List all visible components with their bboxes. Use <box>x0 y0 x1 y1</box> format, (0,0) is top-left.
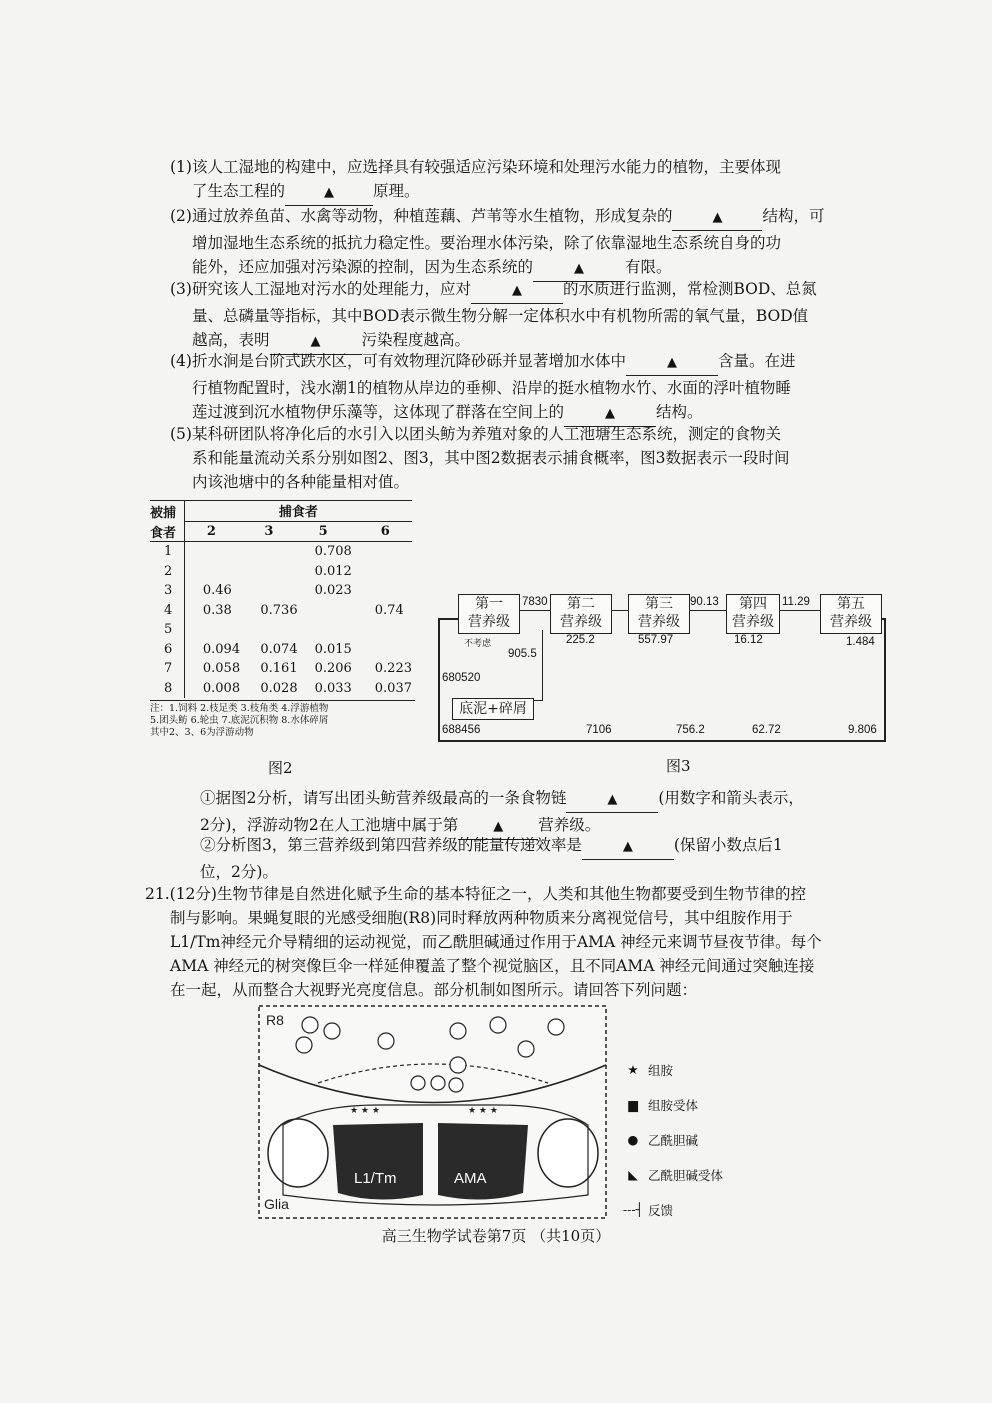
bottom-value: 756.2 <box>676 724 705 736</box>
table-cell: 0.058 <box>202 661 241 677</box>
table-cell: 0.736 <box>260 602 298 618</box>
table-note: 注：1.饲料 2.枝足类 3.枝角类 4.浮游植物 5.团头鲂 6.轮虫 7.底泥沉积物 8.水体碎屑 其中2、3、6为浮游动物 <box>150 700 415 739</box>
ama-label: AMA <box>454 1170 487 1187</box>
table-cell <box>252 542 308 562</box>
table-row <box>150 620 412 640</box>
trophic-level-4-box: 第四 营养级 <box>726 594 780 634</box>
table-row <box>150 679 412 699</box>
figure-2-caption: 图2 <box>268 759 293 777</box>
respiration-value: 557.97 <box>638 634 674 646</box>
legend-item: ▆ 组胺受体 <box>618 1087 723 1122</box>
trophic-level-3-box: 第三 营养级 <box>628 594 690 634</box>
star-icon: ★ <box>627 1062 639 1077</box>
flow-value: 7830 <box>522 596 548 608</box>
bottom-value: 9.806 <box>848 724 877 736</box>
answer-blank[interactable]: ▲ <box>626 349 718 376</box>
r8-schematic <box>258 1005 608 1220</box>
table-cell: 0.206 <box>314 661 352 677</box>
respiration-value: 225.2 <box>566 634 595 646</box>
answer-blank[interactable]: ▲ <box>458 813 538 840</box>
question-5: (5)某科研团队将净化后的水引入以团头鲂为养殖对象的人工池塘生态系统，测定的食物关 系和能量流动关系分别如图2、图3，其中图2数据表示捕食概率，图3数据表示一段时间 内该池塘中的各种能量相对值。 <box>170 425 790 491</box>
answer-blank[interactable]: ▲ <box>564 400 656 427</box>
respiration-value: 1.484 <box>846 636 875 648</box>
answer-blank[interactable]: ▲ <box>533 255 625 282</box>
table-row <box>150 562 412 582</box>
table-cell <box>252 620 308 640</box>
prey-id: 2 <box>150 562 184 582</box>
legend-item: ◣ 乙酰胆碱受体 <box>618 1157 723 1192</box>
receptor-icon: ▆ <box>628 1097 638 1112</box>
question-1: (1)该人工湿地的构建中，应选择具有较强适应污染环境和处理污水能力的植物，主要体现 了生态工程的 ▲ 原理。 <box>170 155 915 206</box>
table-cell: 0.037 <box>374 680 412 696</box>
receptor2-icon: ◣ <box>628 1167 638 1182</box>
figure-2-predation-table: 被捕 捕食者 食者 2 3 5 6 1 0.708 2 0.012 3 0.46 0.023 4 0.38 0.736 0.74 5 6 0.094 0.074 0.015 7 0.058 0.161 0.206 0.223 8 0.008 0.028 0.033 0.037 注：1.饲料 2.枝足类 3.枝角类 4.浮游植物 5.团头鲂 6.轮虫 7.底泥沉积物 8.水体碎屑 其中2、3、6为浮游动物 <box>150 500 415 739</box>
prey-id: 5 <box>150 620 184 640</box>
flow-value: 11.29 <box>782 596 810 608</box>
trophic-level-2-box: 第二 营养级 <box>550 594 612 634</box>
prey-header: 被捕 <box>150 501 184 522</box>
sub-question-1: ①据图2分析，请写出团头鲂营养级最高的一条食物链 ▲ (用数字和箭头表示， 2分)，浮游动物2在人工池塘中属于第 ▲ 营养级。 <box>200 786 915 840</box>
table-cell: 0.74 <box>374 602 404 618</box>
col-header: 2 <box>206 523 216 539</box>
legend-item: ★ 组胺 <box>618 1052 723 1087</box>
figure-3-caption: 图3 <box>666 757 691 775</box>
table-cell: 0.223 <box>374 661 412 677</box>
trophic-level-5-box: 第五 营养级 <box>820 594 882 634</box>
sub-question-2: ②分析图3，第三营养级到第四营养级的能量传递效率是 ▲ (保留小数点后1 位，2分)。 <box>200 833 915 884</box>
answer-blank[interactable]: ▲ <box>672 204 762 231</box>
table-row <box>150 640 412 660</box>
table-cell: 0.012 <box>314 563 352 579</box>
r8-label: R8 <box>266 1012 284 1028</box>
prey-id: 7 <box>150 659 184 679</box>
table-cell <box>309 620 363 640</box>
table-row <box>150 542 412 562</box>
not-considered-label: 不考虑 <box>464 638 492 648</box>
legend-item: ---┤ 反馈 <box>618 1192 723 1227</box>
table-cell: 0.38 <box>202 602 232 618</box>
table-cell: 0.033 <box>314 680 352 696</box>
table-cell <box>363 581 412 601</box>
feedback-icon: ---┤ <box>622 1202 644 1217</box>
bottom-value: 688456 <box>442 724 481 736</box>
trophic-level-1-box: 第一 营养级 <box>458 594 520 634</box>
table-cell: 0.708 <box>314 544 352 560</box>
answer-blank[interactable]: ▲ <box>270 328 362 355</box>
figure-legend <box>618 1052 723 1227</box>
dot-icon: ● <box>627 1132 639 1147</box>
table-cell: 0.028 <box>260 680 298 696</box>
l1tm-label: L1/Tm <box>354 1170 397 1187</box>
table-cell <box>252 562 308 582</box>
answer-blank[interactable]: ▲ <box>566 786 658 813</box>
table-cell <box>363 542 412 562</box>
table-row <box>150 601 412 621</box>
table-row <box>150 659 412 679</box>
prey-id: 4 <box>150 601 184 621</box>
svg-text:★ ★ ★: ★ ★ ★ <box>350 1106 380 1116</box>
table-cell <box>363 562 412 582</box>
table-cell <box>184 542 252 562</box>
answer-blank[interactable]: ▲ <box>471 277 563 304</box>
predator-header: 捕食者 <box>184 501 412 522</box>
prey-id: 6 <box>150 640 184 660</box>
table-cell: 0.015 <box>314 641 352 657</box>
question-2: (2)通过放养鱼苗、水禽等动物，种植莲藕、芦苇等水生植物，形成复杂的 ▲ 结构，可 增加湿地生态系统的抵抗力稳定性。要治理水体污染，除了依靠湿地生态系统自身的功 能外，还应加强对污染源的控制，因为生态系统的 ▲ 有限。 <box>170 204 915 282</box>
table-cell <box>184 620 252 640</box>
answer-blank[interactable]: ▲ <box>285 179 373 206</box>
glia-label: Glia <box>264 1196 289 1212</box>
q1-line1: (1)该人工湿地的构建中，应选择具有较强适应污染环境和处理污水能力的植物，主要体现 <box>170 158 781 176</box>
table-cell: 0.074 <box>260 641 298 657</box>
svg-text:★ ★ ★: ★ ★ ★ <box>468 1106 498 1116</box>
table-cell <box>252 581 308 601</box>
table-cell <box>309 601 363 621</box>
table-cell: 0.094 <box>202 641 241 657</box>
table-cell: 0.023 <box>314 583 352 599</box>
page-footer: 高三生物学试卷第7页 （共10页） <box>381 1227 611 1245</box>
respiration-value: 16.12 <box>734 634 763 646</box>
table-cell: 0.46 <box>202 583 232 599</box>
bottom-value: 62.72 <box>752 724 781 736</box>
bottom-value: 7106 <box>586 724 612 736</box>
col-header: 6 <box>380 523 390 539</box>
prey-id: 8 <box>150 679 184 699</box>
table-row <box>150 581 412 601</box>
question-21: 21.(12分)生物节律是自然进化赋予生命的基本特征之一，人类和其他生物都要受到生物节律的控 制与影响。果蝇复眼的光感受细胞(R8)同时释放两种物质来分离视觉信号，其中组胺作用于 L1/Tm神经元介导精细的运动视觉，而乙酰胆碱通过作用于AMA 神经元来调节昼夜节律。每个 AMA 神经元的树突像巨伞一样延伸覆盖了整个视觉脑区，且不同AMA 神经元间通过突触连接 在一起，从而整合大视野光亮度信息。部分机制如图所示。请回答下列问题： <box>145 885 822 999</box>
legend-item: ● 乙酰胆碱 <box>618 1122 723 1157</box>
flow-value: 90.13 <box>690 596 719 608</box>
respiration-value: 905.5 <box>508 648 537 660</box>
sediment-detritus-box: 底泥+碎屑 <box>452 698 534 720</box>
figure-3-energy-flow <box>438 590 888 742</box>
col-header: 3 <box>264 523 274 539</box>
prey-id: 1 <box>150 542 184 562</box>
table-cell <box>363 620 412 640</box>
table-cell: 0.161 <box>260 661 298 677</box>
col-header: 5 <box>318 523 328 539</box>
energy-value: 680520 <box>442 672 481 684</box>
r8-mechanism-figure <box>258 1005 608 1220</box>
answer-blank[interactable]: ▲ <box>582 833 674 860</box>
prey-id: 3 <box>150 581 184 601</box>
table-cell: 0.008 <box>202 680 241 696</box>
question-3: (3)研究该人工湿地对污水的处理能力，应对 ▲ 的水质进行监测，常检测BOD、总氮 量、总磷量等指标，其中BOD表示微生物分解一定体积水中有机物所需的氧气量，BOD值 越高，表明 ▲ 污染程度越高。 <box>170 277 915 355</box>
table-cell <box>184 562 252 582</box>
question-4: (4)折水涧是台阶式跌水区，可有效物理沉降砂砾并显著增加水体中 ▲ 含量。在进 行植物配置时，浅水潮1的植物从岸边的垂柳、沿岸的挺水植物水竹、水面的浮叶植物睡 莲过渡到沉水植物伊乐藻等，这体现了群落在空间上的 ▲ 结构。 <box>170 349 915 427</box>
table-cell <box>363 640 412 660</box>
